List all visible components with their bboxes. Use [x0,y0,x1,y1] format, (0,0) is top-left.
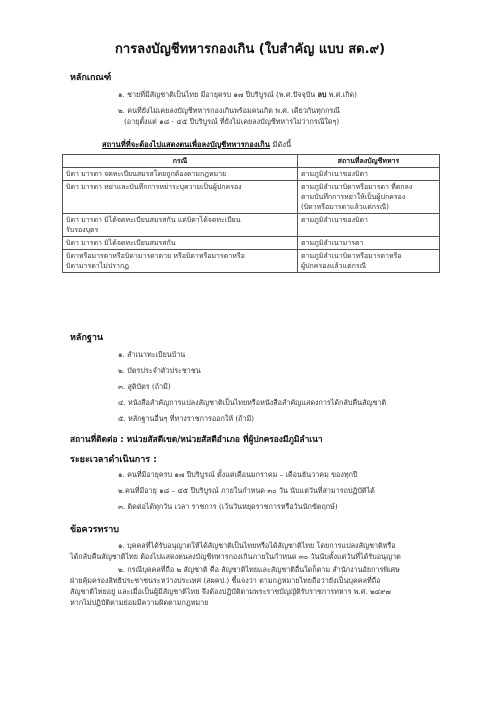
table-cell-place [298,214,440,237]
cell-line: บิดามารดาไม่ปรากฏ [66,262,129,270]
period-item: ๑. คนที่มีอายุครบ ๑๗ ปีบริบูรณ์ ตั้งแต่เดือนมกราคม – เดือนธันวาคม ของทุกปี [118,470,358,479]
note-paragraph-2 [70,564,450,608]
contact-place: สถานที่ติดต่อ : หน่วยสัสดีเขต/หน่วยสัสดีอำเภอ ที่ผู้ปกครองมีภูมิลำเนา [70,434,323,444]
table-caption-rest: มีดังนี้ [272,140,292,149]
cell-line: ผู้ปกครองแล้วแต่กรณี [301,262,367,270]
cell-line: บิดาหรือมารดาหรือบิดามารดาตาย หรือบิดาหรือมารดาหรือ [66,252,245,260]
cell-line: บิดา มารดา มิได้จดทะเบียนสมรสกัน [66,239,176,247]
evidence-item: ๓. สูติบัตร (ถ้ามี) [118,382,171,391]
table-row [63,237,440,250]
note-line: หากไม่ปฏิบัติตามย่อมมีความผิดตามกฎหมาย [70,598,209,607]
note-line: ๒. กรณีบุคคลที่ถือ ๒ สัญชาติ คือ สัญชาติไทยและสัญชาติอื่นใดก็ตาม สำนักงานอัยการพิเศษ [118,565,400,574]
table-cell-case [63,250,298,273]
table-header-case: กรณี [63,155,298,168]
cell-line: บิดา มารดา หย่าและบันทึกการหย่าระบุความเป็นผู้ปกครอง [66,183,242,191]
note-paragraph-1 [70,540,450,562]
table-row [63,181,440,214]
criteria-item-2-line-1: ๒. คนที่ยังไม่เคยลงบัญชีทหารกองเกินพร้อมคนเกิด พ.ศ. เดียวกันทุกกรณี [118,106,340,115]
note-line: ได้กลับคืนสัญชาติไทย ต้องไปแสดงตนลงบัญชีทหารกองเกินภายในกำหนด ๓๐ วันนับตั้งแต่วันที่ได้รับอนุญาต [70,552,401,561]
evidence-heading: หลักฐาน [70,333,104,343]
evidence-item: ๔. หนังสือสำคัญการแปลงสัญชาติเป็นไทยหรือหนังสือสำคัญแสดงการได้กลับคืนสัญชาติ [118,398,387,407]
table-cell-case [63,181,298,214]
table-row [63,250,440,273]
cell-line: ตามภูมิลำเนามารดา [301,239,364,247]
period-heading: ระยะเวลาดำเนินการ : [70,455,157,465]
cell-line: ตามภูมิลำเนาของบิดา [301,216,368,224]
cell-line: รับรองบุตร [66,226,99,234]
criteria-item-1-prefix: ๑. ชายที่มีสัญชาติเป็นไทย มีอายุครบ ๑๗ ปีบริบูรณ์ (พ.ศ.ปัจจุบัน [118,90,316,99]
table-caption-bold: สถานที่ที่จะต้องไปแสดงตนเพื่อลงบัญชีทหารกองเกิน [102,140,270,149]
note-line: ฝ่ายคุ้มครองสิทธิประชาชนระหว่างประเทศ (สผคป.) ชี้แจงว่า ตามกฎหมายไทยถือว่ายังเป็นบุคคลที่ถือ [70,576,381,585]
table-cell-place [298,168,440,181]
table-cell-place [298,237,440,250]
table-cell-case [63,237,298,250]
cell-line: ตามบันทึกการหย่าให้เป็นผู้ปกครอง [301,193,406,201]
note-line: ๑. บุคคลที่ได้รับอนุญาตให้ได้สัญชาติเป็นไทยหรือได้สัญชาติไทย โดยการแปลงสัญชาติหรือ [118,541,396,550]
table-cell-place [298,181,440,214]
table-row [63,168,440,181]
table-header-place: สถานที่ลงบัญชีทหาร [298,155,440,168]
notes-heading: ข้อควรทราบ [70,525,119,535]
table-cell-place [298,250,440,273]
cell-line: (บิดาหรือมารดาแล้วแต่กรณี) [301,203,390,211]
cell-line: ตามภูมิลำเนาบิดาหรือมารดาหรือ [301,252,402,260]
table-header-row [63,155,440,168]
cell-line: ตามภูมิลำเนาของบิดา [301,170,368,178]
evidence-item: ๕. หลักฐานอื่นๆ ที่ทางราชการออกให้ (ถ้ามี) [118,414,255,423]
criteria-item-1-suffix: พ.ศ.เกิด) [328,90,357,99]
table-cell-case [63,214,298,237]
cell-line: บิดา มารดา มิได้จดทะเบียนสมรสกัน แต่บิดาได้จดทะเบียน [66,216,241,224]
criteria-item-1-bold: ลบ [317,90,327,99]
table-caption [102,140,291,150]
cell-line: บิดา มารดา จดทะเบียนสมรสโดยถูกต้องตามกฎหมาย [66,170,227,178]
criteria-item-2-line-2: (อายุตั้งแต่ ๑๘ - ๔๕ ปีบริบูรณ์ ที่ยังไม่เคยลงบัญชีทหารไม่ว่ากรณีใดๆ) [124,117,340,126]
criteria-heading: หลักเกณฑ์ [70,73,112,83]
criteria-item-1 [118,90,357,100]
period-item: ๓. ติดต่อได้ทุกวัน เวลา ราชการ (เว้นวันหยุดราชการหรือวันนักขัตฤกษ์) [118,502,338,511]
note-line: สัญชาติไทยอยู่ และเมื่อเป็นผู้มีสัญชาติไทย จึงต้องปฏิบัติตามพระราชบัญญัติรับราชการทหาร พ.ศ. ๒๔๙๗ [70,587,391,596]
evidence-item: ๒. บัตรประจำตัวประชาชน [118,366,201,375]
table-row [63,214,440,237]
registration-place-table [62,154,440,273]
table-cell-case [63,168,298,181]
page-title: การลงบัญชีทหารกองเกิน (ใบสำคัญ แบบ สด.๙) [114,42,386,57]
evidence-item: ๑. สำเนาทะเบียนบ้าน [118,350,186,359]
cell-line: ตามภูมิลำเนาบิดาหรือมารดา ที่ตกลง [301,183,413,191]
period-item: ๒.คนที่มีอายุ ๑๘ – ๔๕ ปีบริบูรณ์ ภายในกำหนด ๓๐ วัน นับแต่วันที่สามารถปฏิบัติได้ [118,486,375,495]
